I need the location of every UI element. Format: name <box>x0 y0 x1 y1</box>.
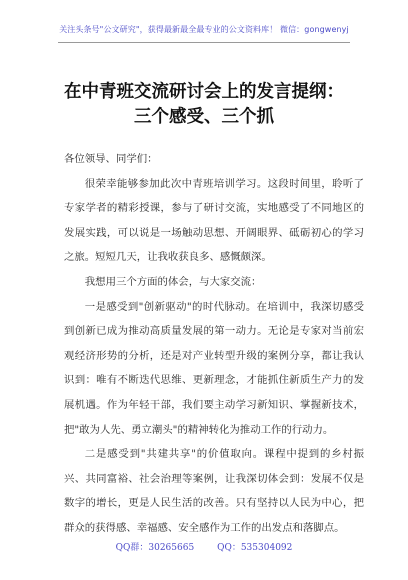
document-body <box>64 147 364 541</box>
document-title <box>0 80 408 130</box>
header-note: 关注头条号"公文研究"，获得最新最全最专业的公文资料库！ 微信：gongwenyj <box>59 25 349 34</box>
paragraph-point-one: 一是感受到"创新驱动"的时代脉动。在培训中，我深切感受到创新已成为推动高质量发展的第一动力。无论是专家对当前宏观经济形势的分析，还是对产业转型升级的案例分享，都让我认识到：唯有不断迭代思维、更新理念，才能抓住新质生产力的发展机遇。作为年轻干部，我们要主动学习新知识、掌握新技术，把"敢为人先、勇立潮头"的精神转化为推动工作的行动力。 <box>64 300 364 436</box>
title-line-1: 在中青班交流研讨会上的发言提纲： <box>64 82 344 102</box>
paragraph-point-two: 二是感受到"共建共享"的价值取向。课程中提到的乡村振兴、共同富裕、社会治理等案例，让我深切体会到：发展不仅是数字的增长，更是人民生活的改善。只有坚持以人民为中心，把群众的获得感、幸福感、安全感作为工作的出发点和落脚点。 <box>64 448 364 534</box>
footer <box>0 540 408 553</box>
footer-qq: QQ：535304092 <box>217 543 293 553</box>
header-divider <box>58 42 350 43</box>
title-line-2: 三个感受、三个抓 <box>134 107 274 127</box>
paragraph-transition: 我想用三个方面的体会，与大家交流： <box>84 275 262 288</box>
paragraph-intro: 很荣幸能够参加此次中青班培训学习。这段时间里，聆听了专家学者的精彩授课，参与了研讨交流，实地感受了不同地区的发展实践，可以说是一场触动思想、开阔眼界、砥砺初心的学习之旅。短短几天，让我收获良多、感慨颇深。 <box>64 177 364 264</box>
footer-qq-group: QQ群：30265665 <box>115 543 195 553</box>
salutation: 各位领导、同学们： <box>64 153 158 165</box>
